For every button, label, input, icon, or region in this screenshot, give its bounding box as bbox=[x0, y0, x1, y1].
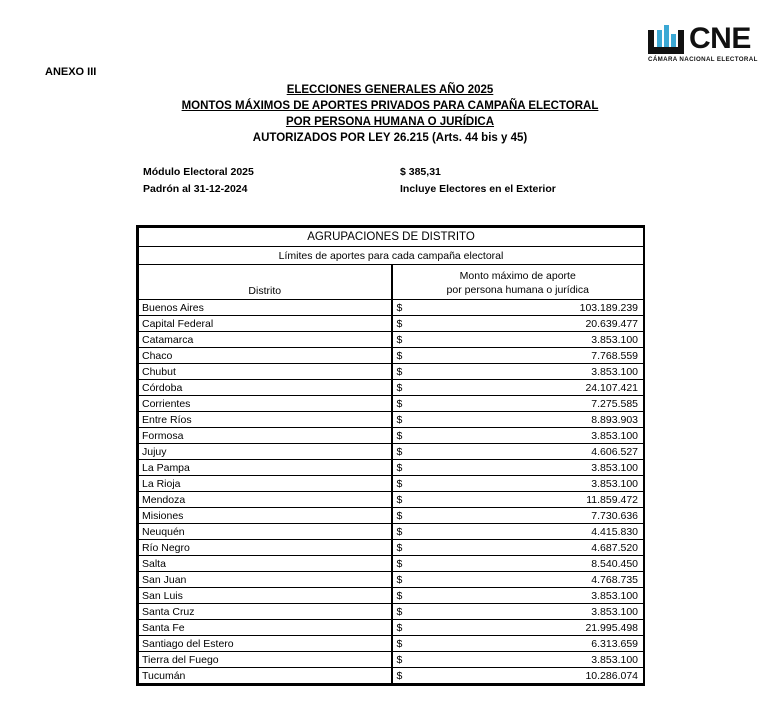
currency-symbol: $ bbox=[396, 653, 403, 666]
table-row bbox=[139, 396, 644, 412]
column-header-distrito: Distrito bbox=[139, 265, 392, 300]
cell-monto bbox=[392, 316, 644, 332]
amount-value: 3.853.100 bbox=[591, 605, 639, 618]
cell-distrito: Santiago del Estero bbox=[139, 636, 392, 652]
table-row bbox=[139, 364, 644, 380]
cell-distrito: Tucumán bbox=[139, 668, 392, 684]
cell-distrito: La Pampa bbox=[139, 460, 392, 476]
logo-tagline: CÁMARA NACIONAL ELECTORAL bbox=[648, 56, 758, 63]
page-subtitle-1: MONTOS MÁXIMOS DE APORTES PRIVADOS PARA CAMPAÑA ELECTORAL bbox=[181, 100, 599, 112]
table-row bbox=[139, 556, 644, 572]
cell-monto bbox=[392, 652, 644, 668]
currency-symbol: $ bbox=[396, 525, 403, 538]
table-row bbox=[139, 572, 644, 588]
cell-distrito: Mendoza bbox=[139, 492, 392, 508]
cell-distrito: San Luis bbox=[139, 588, 392, 604]
table-row bbox=[139, 412, 644, 428]
cell-monto bbox=[392, 604, 644, 620]
amount-value: 3.853.100 bbox=[591, 589, 639, 602]
monto-inner bbox=[393, 542, 644, 554]
cell-distrito: Río Negro bbox=[139, 540, 392, 556]
table-body bbox=[139, 228, 644, 684]
monto-inner bbox=[393, 526, 644, 538]
ballot-box-icon bbox=[648, 21, 684, 54]
cell-distrito: Salta bbox=[139, 556, 392, 572]
amount-value: 7.730.636 bbox=[591, 509, 639, 522]
amount-value: 3.853.100 bbox=[591, 333, 639, 346]
amount-value: 24.107.421 bbox=[585, 381, 639, 394]
cell-monto bbox=[392, 300, 644, 316]
currency-symbol: $ bbox=[396, 397, 403, 410]
table-row bbox=[139, 476, 644, 492]
monto-inner bbox=[393, 430, 644, 442]
currency-symbol: $ bbox=[396, 477, 403, 490]
column-header-monto-line2: por persona humana o jurídica bbox=[446, 284, 589, 296]
monto-inner bbox=[393, 558, 644, 570]
table-subtitle-row bbox=[139, 247, 644, 265]
table-row bbox=[139, 620, 644, 636]
currency-symbol: $ bbox=[396, 493, 403, 506]
table-row bbox=[139, 380, 644, 396]
currency-symbol: $ bbox=[396, 365, 403, 378]
currency-symbol: $ bbox=[396, 333, 403, 346]
monto-inner bbox=[393, 478, 644, 490]
modulo-value: $ 385,31 bbox=[400, 166, 441, 178]
monto-inner bbox=[393, 574, 644, 586]
table-row bbox=[139, 652, 644, 668]
currency-symbol: $ bbox=[396, 589, 403, 602]
cell-monto bbox=[392, 364, 644, 380]
amount-value: 7.275.585 bbox=[591, 397, 639, 410]
currency-symbol: $ bbox=[396, 541, 403, 554]
monto-inner bbox=[393, 366, 644, 378]
cell-monto bbox=[392, 636, 644, 652]
cell-distrito: Buenos Aires bbox=[139, 300, 392, 316]
cell-monto bbox=[392, 540, 644, 556]
amount-value: 20.639.477 bbox=[585, 317, 639, 330]
amount-value: 4.687.520 bbox=[591, 541, 639, 554]
cell-distrito: La Rioja bbox=[139, 476, 392, 492]
monto-inner bbox=[393, 334, 644, 346]
monto-inner bbox=[393, 398, 644, 410]
table-row bbox=[139, 492, 644, 508]
document-title-block bbox=[130, 82, 650, 146]
table-row bbox=[139, 332, 644, 348]
monto-inner bbox=[393, 350, 644, 362]
currency-symbol: $ bbox=[396, 461, 403, 474]
cell-distrito: Chubut bbox=[139, 364, 392, 380]
table-row bbox=[139, 668, 644, 684]
amount-value: 3.853.100 bbox=[591, 461, 639, 474]
cell-monto bbox=[392, 588, 644, 604]
monto-inner bbox=[393, 462, 644, 474]
currency-symbol: $ bbox=[396, 317, 403, 330]
amount-value: 7.768.559 bbox=[591, 349, 639, 362]
currency-symbol: $ bbox=[396, 605, 403, 618]
annex-label: ANEXO III bbox=[45, 66, 97, 78]
table-row bbox=[139, 588, 644, 604]
column-header-monto-line1: Monto máximo de aporte bbox=[459, 270, 576, 282]
page-subtitle-2: POR PERSONA HUMANA O JURÍDICA bbox=[285, 116, 495, 128]
limits-table-container bbox=[136, 225, 645, 686]
column-header-monto bbox=[392, 265, 644, 300]
table-row bbox=[139, 428, 644, 444]
cell-monto bbox=[392, 668, 644, 684]
cell-monto bbox=[392, 524, 644, 540]
monto-inner bbox=[393, 318, 644, 330]
table-row bbox=[139, 316, 644, 332]
amount-value: 103.189.239 bbox=[579, 301, 639, 314]
amount-value: 21.995.498 bbox=[585, 621, 639, 634]
cell-monto bbox=[392, 428, 644, 444]
logo-acronym: CNE bbox=[689, 22, 751, 55]
monto-inner bbox=[393, 446, 644, 458]
cell-monto bbox=[392, 476, 644, 492]
currency-symbol: $ bbox=[396, 557, 403, 570]
table-row bbox=[139, 460, 644, 476]
amount-value: 11.859.472 bbox=[586, 493, 639, 506]
currency-symbol: $ bbox=[396, 573, 403, 586]
table-title: AGRUPACIONES DE DISTRITO bbox=[139, 228, 644, 247]
cell-monto bbox=[392, 412, 644, 428]
currency-symbol: $ bbox=[396, 349, 403, 362]
currency-symbol: $ bbox=[396, 429, 403, 442]
amount-value: 3.853.100 bbox=[591, 365, 639, 378]
monto-inner bbox=[393, 590, 644, 602]
cell-monto bbox=[392, 572, 644, 588]
modulo-label: Módulo Electoral 2025 bbox=[143, 166, 254, 178]
cell-distrito: Chaco bbox=[139, 348, 392, 364]
amount-value: 8.540.450 bbox=[591, 557, 639, 570]
page-subtitle-3: AUTORIZADOS POR LEY 26.215 (Arts. 44 bis y 45) bbox=[252, 132, 528, 144]
monto-inner bbox=[393, 510, 644, 522]
amount-value: 6.313.659 bbox=[591, 637, 639, 650]
table-row bbox=[139, 508, 644, 524]
currency-symbol: $ bbox=[396, 413, 403, 426]
currency-symbol: $ bbox=[396, 621, 403, 634]
monto-inner bbox=[393, 302, 644, 314]
logo-row bbox=[648, 18, 752, 54]
table-row bbox=[139, 636, 644, 652]
table-title-row bbox=[139, 228, 644, 247]
amount-value: 10.286.074 bbox=[585, 669, 639, 682]
monto-inner bbox=[393, 414, 644, 426]
amount-value: 4.768.735 bbox=[591, 573, 639, 586]
cell-monto bbox=[392, 380, 644, 396]
table-row bbox=[139, 348, 644, 364]
cell-distrito: Corrientes bbox=[139, 396, 392, 412]
amount-value: 4.415.830 bbox=[591, 525, 639, 538]
currency-symbol: $ bbox=[396, 445, 403, 458]
cne-logo bbox=[648, 18, 758, 68]
monto-inner bbox=[393, 654, 644, 666]
table-row bbox=[139, 604, 644, 620]
cell-monto bbox=[392, 556, 644, 572]
cell-monto bbox=[392, 332, 644, 348]
amount-value: 4.606.527 bbox=[591, 445, 639, 458]
table-header-row bbox=[139, 265, 644, 300]
cell-distrito: Santa Fe bbox=[139, 620, 392, 636]
cell-monto bbox=[392, 620, 644, 636]
cell-distrito: Santa Cruz bbox=[139, 604, 392, 620]
parameters-block bbox=[143, 164, 613, 198]
cell-monto bbox=[392, 396, 644, 412]
amount-value: 3.853.100 bbox=[591, 477, 639, 490]
table-row bbox=[139, 524, 644, 540]
table-row bbox=[139, 300, 644, 316]
table-row bbox=[139, 540, 644, 556]
currency-symbol: $ bbox=[396, 509, 403, 522]
monto-inner bbox=[393, 622, 644, 634]
monto-inner bbox=[393, 382, 644, 394]
cell-distrito: Tierra del Fuego bbox=[139, 652, 392, 668]
monto-inner bbox=[393, 670, 644, 682]
cell-distrito: Córdoba bbox=[139, 380, 392, 396]
padron-value: Incluye Electores en el Exterior bbox=[400, 183, 556, 195]
amount-value: 3.853.100 bbox=[591, 429, 639, 442]
cell-monto bbox=[392, 444, 644, 460]
cell-distrito: Catamarca bbox=[139, 332, 392, 348]
cell-distrito: San Juan bbox=[139, 572, 392, 588]
cell-distrito: Formosa bbox=[139, 428, 392, 444]
currency-symbol: $ bbox=[396, 381, 403, 394]
cell-distrito: Neuquén bbox=[139, 524, 392, 540]
cell-distrito: Capital Federal bbox=[139, 316, 392, 332]
cell-distrito: Misiones bbox=[139, 508, 392, 524]
modulo-row bbox=[143, 164, 613, 181]
table-subtitle: Límites de aportes para cada campaña electoral bbox=[139, 247, 644, 265]
currency-symbol: $ bbox=[396, 301, 403, 314]
currency-symbol: $ bbox=[396, 637, 403, 650]
cell-distrito: Entre Ríos bbox=[139, 412, 392, 428]
padron-row bbox=[143, 181, 613, 198]
monto-inner bbox=[393, 606, 644, 618]
page-title: ELECCIONES GENERALES AÑO 2025 bbox=[286, 84, 494, 96]
currency-symbol: $ bbox=[396, 669, 403, 682]
cell-monto bbox=[392, 492, 644, 508]
amount-value: 8.893.903 bbox=[591, 413, 639, 426]
district-limits-table bbox=[138, 227, 644, 684]
cell-distrito: Jujuy bbox=[139, 444, 392, 460]
table-row bbox=[139, 444, 644, 460]
cell-monto bbox=[392, 348, 644, 364]
monto-inner bbox=[393, 638, 644, 650]
padron-label: Padrón al 31-12-2024 bbox=[143, 183, 248, 195]
monto-inner bbox=[393, 494, 644, 506]
cell-monto bbox=[392, 460, 644, 476]
cell-monto bbox=[392, 508, 644, 524]
amount-value: 3.853.100 bbox=[591, 653, 639, 666]
